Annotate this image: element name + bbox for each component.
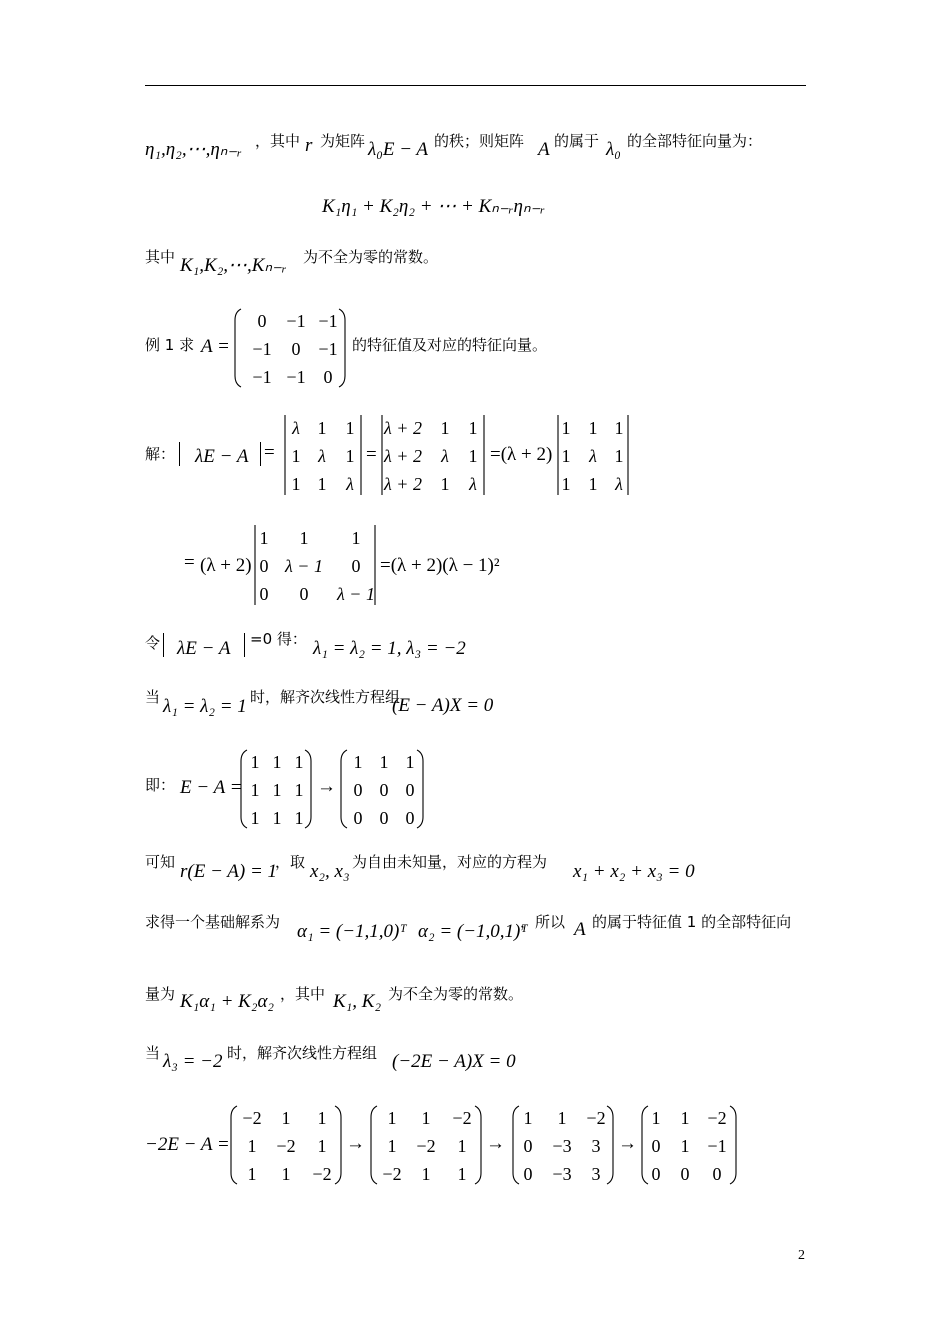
symbol-A: A — [538, 139, 550, 160]
abs-bar — [260, 442, 261, 466]
matrix-cell: 1 — [680, 1108, 690, 1128]
matrix-E-minus-A — [240, 749, 312, 829]
matrix-cell: 1 — [250, 780, 260, 800]
matrix-cell: −2 — [452, 1108, 472, 1128]
matrix-cell: λ + 2 — [384, 418, 422, 438]
text: 可知 — [145, 853, 176, 871]
matrix-cell: λ + 2 — [384, 446, 422, 466]
matrix-cell: 1 — [259, 528, 269, 548]
matrix-cell: 1 — [588, 418, 598, 438]
matrix-cell: 1 — [291, 446, 301, 466]
abs-bar — [244, 633, 245, 657]
matrix-cell: 1 — [250, 752, 260, 772]
matrix-cell: 0 — [680, 1164, 690, 1184]
matrix-cell: 1 — [317, 474, 327, 494]
general-solution-formula: K₁η₁ + K₂η₂ + ⋯ + Kₙ₋ᵣηₙ₋ᵣ — [322, 196, 546, 217]
matrix-cell: 1 — [281, 1164, 291, 1184]
matrix-cell: 1 — [345, 418, 355, 438]
text: 当 — [145, 688, 161, 706]
det-4 — [254, 525, 376, 605]
matrix-cell: 1 — [614, 446, 624, 466]
matrix-cell: −2 — [276, 1136, 296, 1156]
matrix-cell: 1 — [588, 474, 598, 494]
matrix-cell: −1 — [252, 339, 272, 359]
matrix-step-1 — [230, 1105, 342, 1185]
matrix-cell: 1 — [272, 808, 282, 828]
matrix-cell: 1 — [299, 528, 309, 548]
matrix-cell: −2 — [312, 1164, 332, 1184]
free-vars: x₂, x₃ — [310, 861, 350, 882]
matrix-cell: −2 — [416, 1136, 436, 1156]
text: ，取 — [275, 853, 306, 871]
matrix-cell: 3 — [591, 1164, 601, 1184]
matrix-cell: 3 — [591, 1136, 601, 1156]
matrix-cell: λ − 1 — [337, 584, 375, 604]
matrix-cell: 1 — [468, 446, 478, 466]
matrix-cell: 0 — [405, 780, 415, 800]
matrix-cell: 1 — [272, 780, 282, 800]
matrix-cell: −1 — [286, 311, 306, 331]
rank: r(E − A) = 1 — [180, 861, 278, 882]
matrix-cell: −2 — [382, 1164, 402, 1184]
matrix-cell: λ — [441, 446, 449, 466]
matrix-cell: 0 — [353, 780, 363, 800]
matrix-cell: λ + 2 — [384, 474, 422, 494]
matrix-cell: 1 — [561, 446, 571, 466]
symbol-r: r — [305, 135, 313, 156]
header-rule — [145, 85, 806, 86]
matrix-cell: 1 — [440, 418, 450, 438]
matrix-cell: 1 — [561, 418, 571, 438]
matrix-cell: −2 — [707, 1108, 727, 1128]
det-expr: λE − A — [195, 446, 249, 467]
K-constants: K₁, K₂ — [333, 991, 382, 1012]
matrix-cell: 1 — [272, 752, 282, 772]
matrix-cell: 0 — [379, 780, 389, 800]
text: 令 — [145, 634, 161, 652]
equation: x₁ + x₂ + x₃ = 0 — [573, 861, 695, 882]
condition: λ₁ = λ₂ = 1 — [163, 696, 247, 717]
matrix-cell: −3 — [552, 1136, 572, 1156]
matrix-cell: 0 — [523, 1136, 533, 1156]
page-number: 2 — [798, 1248, 805, 1263]
factor: (λ + 2) — [200, 555, 252, 576]
matrix-cell: 1 — [379, 752, 389, 772]
matrix-cell: 1 — [457, 1164, 467, 1184]
text: 为矩阵 — [320, 132, 366, 150]
matrix-cell: 1 — [387, 1136, 397, 1156]
det-1 — [284, 415, 362, 495]
matrix-step-3 — [512, 1105, 614, 1185]
expr: λ₀E − A — [368, 139, 429, 160]
text: 的属于 — [554, 132, 600, 150]
matrix-cell: 1 — [468, 418, 478, 438]
arrow: → — [346, 1133, 365, 1154]
equals: = — [264, 442, 275, 463]
matrix-cell: 1 — [387, 1108, 397, 1128]
text: 为不全为零的常数。 — [303, 248, 439, 266]
result: =(λ + 2)(λ − 1)² — [380, 555, 500, 576]
text: 的属于特征值 1 的全部特征向 — [592, 913, 792, 931]
factor: =(λ + 2) — [490, 444, 553, 465]
matrix-cell: 0 — [523, 1164, 533, 1184]
text: 当 — [145, 1044, 161, 1062]
det-expr: λE − A — [177, 638, 231, 659]
matrix-cell: 0 — [259, 556, 269, 576]
text: 为自由未知量，对应的方程为 — [352, 853, 548, 871]
matrix-cell: 0 — [323, 367, 333, 387]
matrix-A — [234, 308, 346, 388]
matrix-cell: 1 — [294, 752, 304, 772]
system: (E − A)X = 0 — [392, 695, 494, 716]
matrix-cell: λ — [615, 474, 623, 494]
matrix-cell: 1 — [523, 1108, 533, 1128]
matrix-cell: −2 — [242, 1108, 262, 1128]
matrix-cell: 1 — [421, 1164, 431, 1184]
matrix-cell: 1 — [651, 1108, 661, 1128]
text: ，其中 — [280, 985, 326, 1003]
arrow: → — [317, 776, 336, 797]
matrix-step-4 — [641, 1105, 737, 1185]
matrix-cell: 0 — [351, 556, 361, 576]
matrix-cell: 0 — [291, 339, 301, 359]
lambda0: λ₀ — [606, 139, 621, 160]
matrix-cell: −1 — [318, 339, 338, 359]
matrix-cell: 0 — [405, 808, 415, 828]
text: 求得一个基础解系为 — [145, 913, 281, 931]
det-2 — [381, 415, 485, 495]
system: (−2E − A)X = 0 — [392, 1051, 516, 1072]
matrix-cell: 1 — [345, 446, 355, 466]
text: 时，解齐次线性方程组 — [250, 688, 401, 706]
matrix-cell: −1 — [286, 367, 306, 387]
matrix-cell: λ — [292, 418, 300, 438]
matrix-cell: λ — [589, 446, 597, 466]
eta-list: η₁,η₂,⋯,ηₙ₋ᵣ — [145, 139, 243, 160]
text: 的特征值及对应的特征向量。 — [352, 336, 548, 354]
abs-bar — [179, 442, 180, 466]
matrix-cell: 1 — [457, 1136, 467, 1156]
text: 的秩；则矩阵 — [434, 132, 525, 150]
matrix-cell: 1 — [291, 474, 301, 494]
lhs: E − A = — [180, 777, 243, 798]
text: 即： — [145, 776, 176, 794]
eigenvalues: λ₁ = λ₂ = 1, λ₃ = −2 — [313, 638, 466, 659]
matrix-cell: 0 — [712, 1164, 722, 1184]
matrix-cell: 0 — [299, 584, 309, 604]
example-label: 例 1 求 — [145, 336, 195, 354]
abs-bar — [163, 633, 164, 657]
alpha2: α₂ = (−1,0,1)ᵀ — [418, 921, 528, 942]
matrix-cell: 1 — [247, 1136, 257, 1156]
alpha1: α₁ = (−1,1,0)ᵀ — [297, 921, 407, 942]
matrix-cell: −1 — [707, 1136, 727, 1156]
matrix-cell: 1 — [351, 528, 361, 548]
matrix-cell: 1 — [247, 1164, 257, 1184]
A-equals: A = — [201, 336, 230, 357]
matrix-cell: λ — [318, 446, 326, 466]
matrix-cell: −1 — [318, 311, 338, 331]
matrix-cell: 1 — [294, 780, 304, 800]
matrix-cell: −1 — [252, 367, 272, 387]
matrix-cell: 1 — [250, 808, 260, 828]
text: ，其中 — [255, 132, 301, 150]
matrix-cell: 0 — [651, 1164, 661, 1184]
condition: λ₃ = −2 — [163, 1051, 223, 1072]
text: 的全部特征向量为： — [627, 132, 763, 150]
matrix-cell: 1 — [317, 418, 327, 438]
matrix-step-2 — [370, 1105, 482, 1185]
symbol-A: A — [574, 919, 586, 940]
lhs: −2E − A = — [145, 1134, 230, 1155]
matrix-cell: 1 — [317, 1108, 327, 1128]
matrix-cell: 1 — [421, 1108, 431, 1128]
text: 时，解齐次线性方程组 — [227, 1044, 378, 1062]
matrix-cell: 1 — [317, 1136, 327, 1156]
equals: = — [184, 552, 195, 573]
matrix-cell: 1 — [281, 1108, 291, 1128]
arrow: → — [486, 1133, 505, 1154]
K-list: K₁,K₂,⋯,Kₙ₋ᵣ — [180, 255, 287, 276]
matrix-cell: 1 — [557, 1108, 567, 1128]
matrix-cell: 1 — [294, 808, 304, 828]
text: =0 得： — [250, 630, 307, 648]
text: 量为 — [145, 985, 176, 1003]
text: 为不全为零的常数。 — [388, 985, 524, 1003]
matrix-cell: 0 — [379, 808, 389, 828]
matrix-cell: 0 — [259, 584, 269, 604]
equals: = — [366, 444, 377, 465]
matrix-cell: 1 — [405, 752, 415, 772]
matrix-cell: 1 — [680, 1136, 690, 1156]
matrix-reduced — [340, 749, 424, 829]
text: 其中 — [145, 248, 176, 266]
text: ，所以 — [520, 913, 566, 931]
combination: K₁α₁ + K₂α₂ — [180, 991, 275, 1012]
matrix-cell: λ − 1 — [285, 556, 323, 576]
matrix-cell: λ — [346, 474, 354, 494]
arrow: → — [618, 1133, 637, 1154]
matrix-cell: 1 — [353, 752, 363, 772]
matrix-cell: 0 — [651, 1136, 661, 1156]
solution-label: 解： — [145, 445, 176, 463]
matrix-cell: λ — [469, 474, 477, 494]
matrix-cell: −3 — [552, 1164, 572, 1184]
matrix-cell: 1 — [614, 418, 624, 438]
matrix-cell: 0 — [353, 808, 363, 828]
matrix-cell: 1 — [440, 474, 450, 494]
matrix-cell: 1 — [561, 474, 571, 494]
left-paren — [235, 309, 241, 387]
matrix-cell: 0 — [257, 311, 267, 331]
det-3 — [557, 415, 629, 495]
matrix-cell: −2 — [586, 1108, 606, 1128]
